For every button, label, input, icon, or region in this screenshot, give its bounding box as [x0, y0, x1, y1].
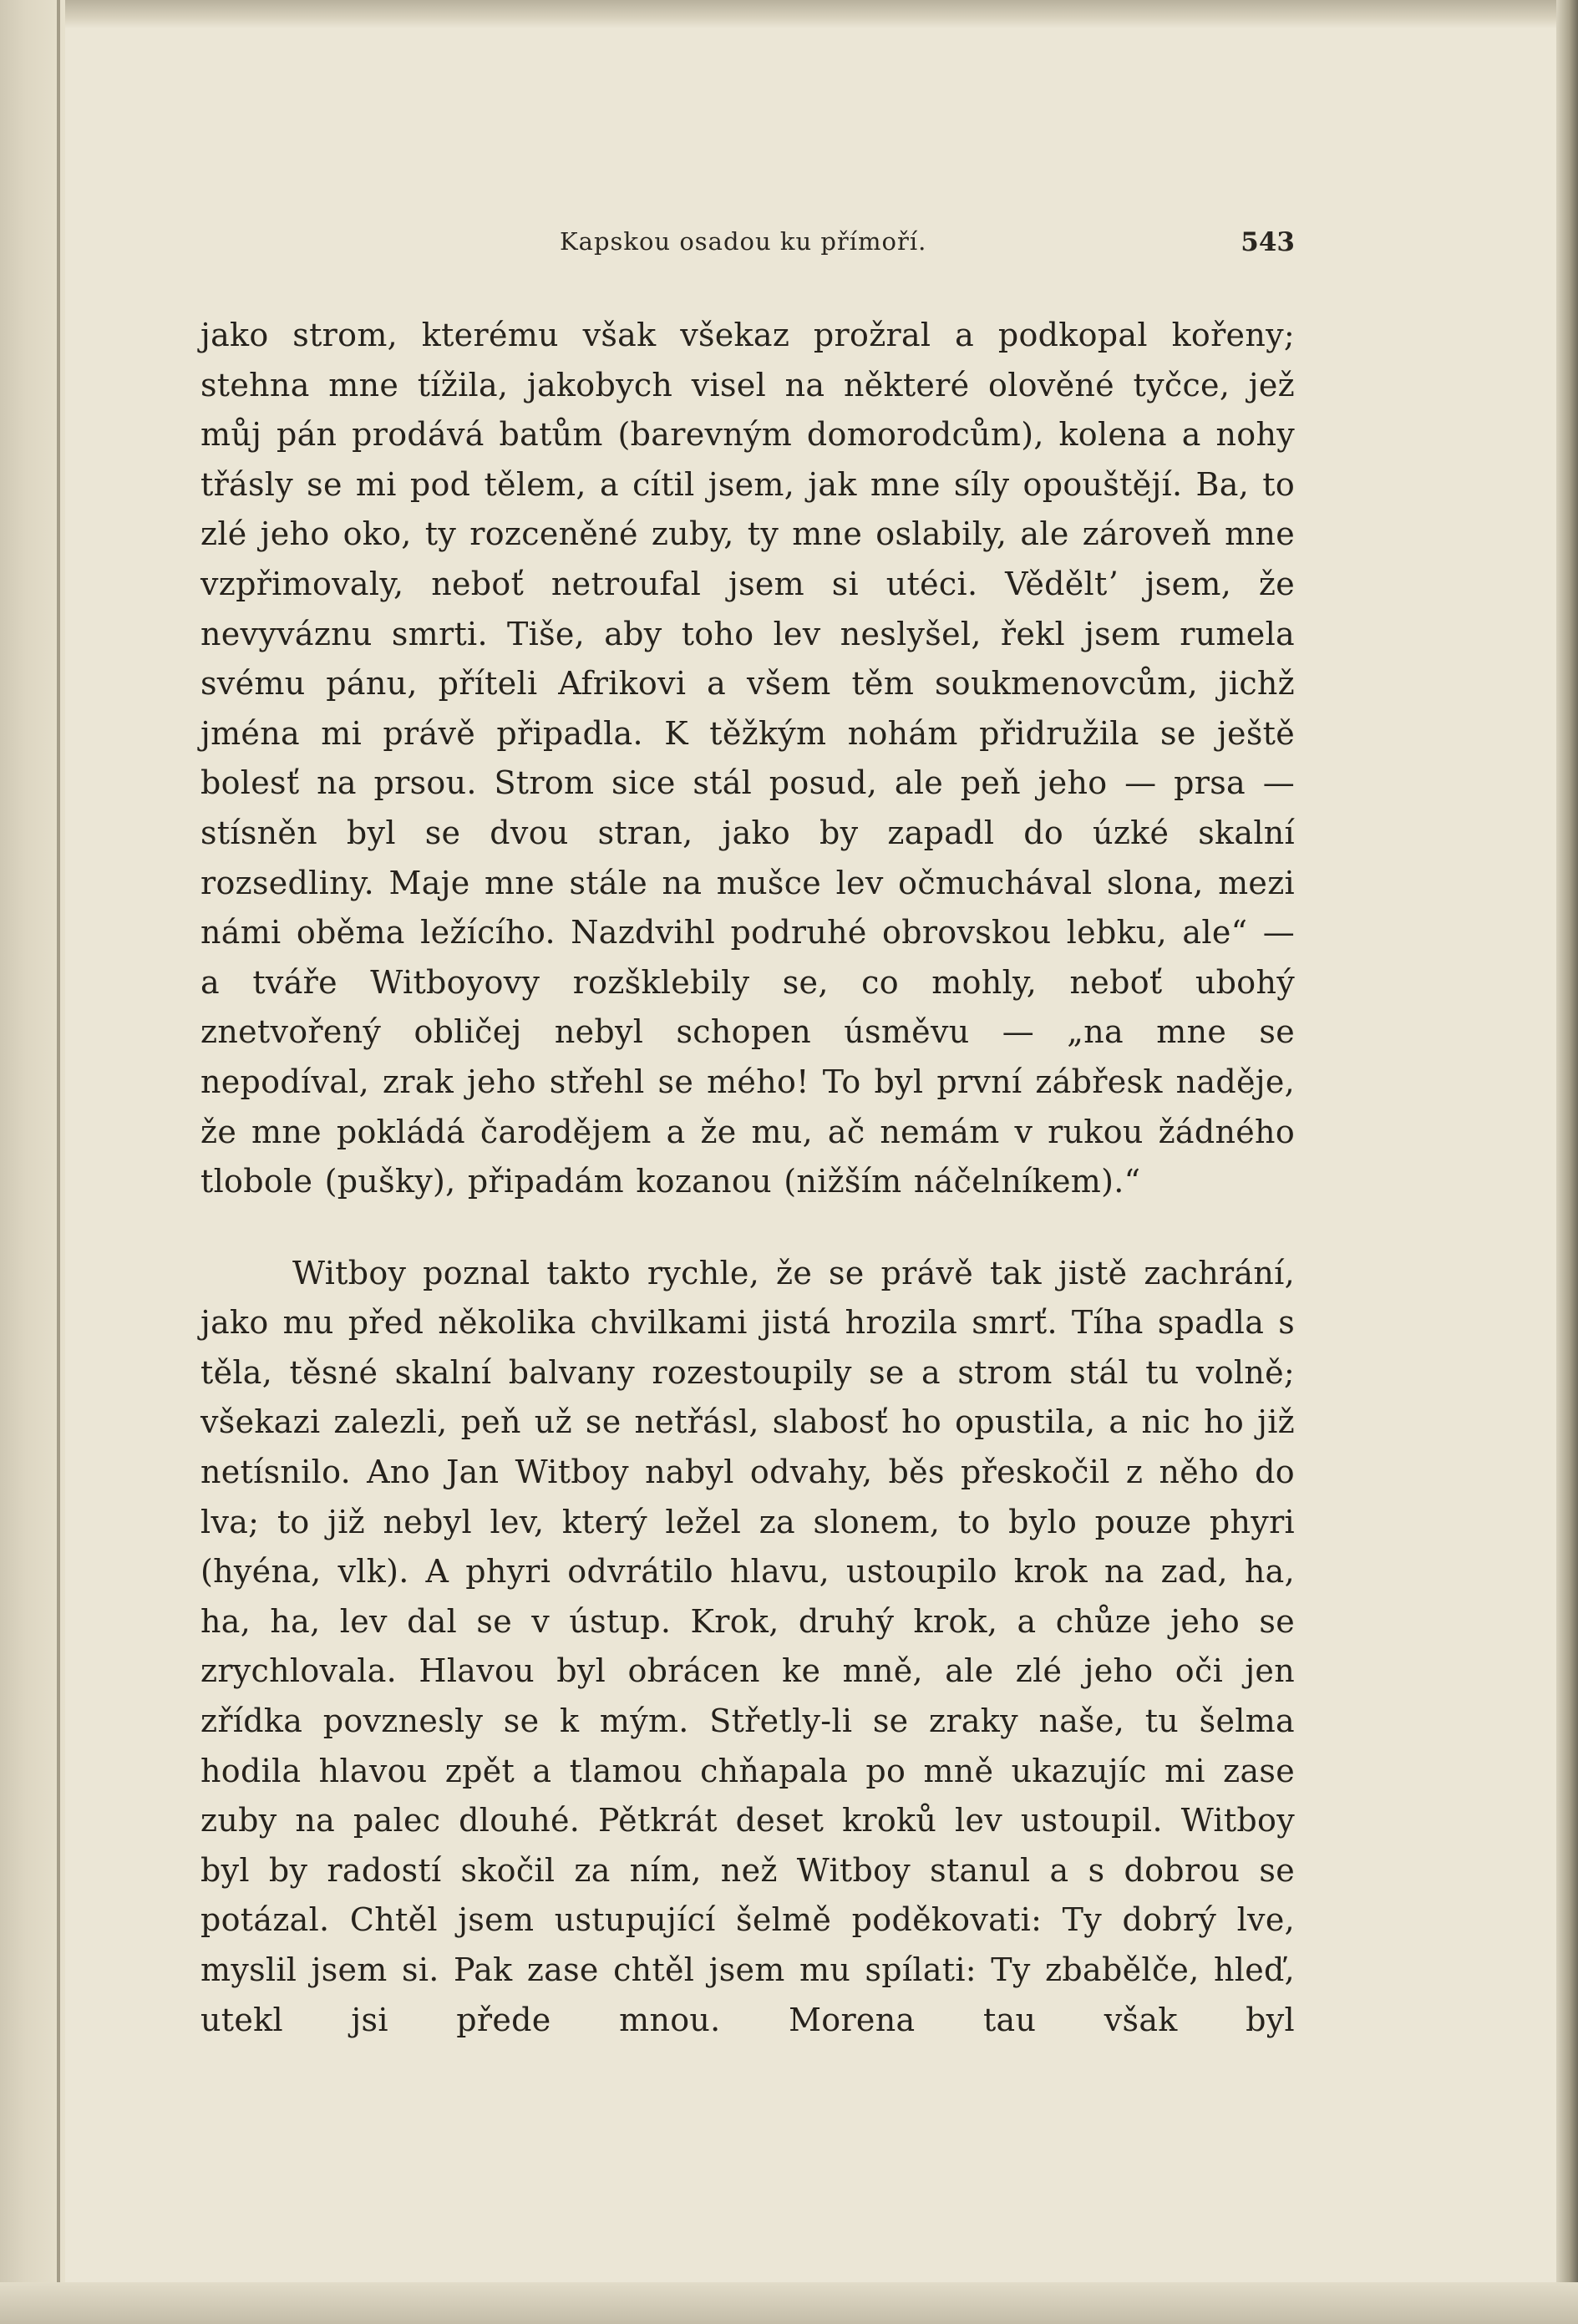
binding-fold-line	[57, 0, 60, 2324]
paragraph: Witboy poznal takto rychle, že se právě tak jistě zachrání, jako mu před několika chvilkami jistá hrozila smrť. Tíha spadla s těla, těsné skalní balvany rozestoupily se a strom stál tu volně; všekazi zalezli, peň už se netřásl, slabosť ho opustila, a nic ho již netísnilo. Ano Jan Witboy nabyl odvahy, běs přeskočil z něho do lva; to již nebyl lev, který ležel za slonem, to bylo pouze phyri (hyéna, vlk). A phyri odvrátilo hlavu, ustoupilo krok na zad, ha, ha, ha, lev dal se v ústup. Krok, druhý krok, a chůze jeho se zrychlovala. Hlavou byl obrácen ke mně, ale zlé jeho oči jen zřídka povznesly se k mým. Střetly-li se zraky naše, tu šelma hodila hlavou zpět a tlamou chňapala po mně ukazujíc mi zase zuby na palec dlouhé. Pětkrát deset kroků lev ustoupil. Witboy byl by radostí skočil za ním, než Witboy stanul a s dobrou se potázal. Chtěl jsem ustupující šelmě poděkovati: Ty dobrý lve, myslil jsem si. Pak zase chtěl jsem mu spílati: Ty zbabělče, hleď, utekl jsi přede mnou. Morena tau však byl	[200, 1254, 1295, 2038]
paragraph: jako strom, kterému však všekaz prožral a podkopal kořeny; stehna mne tížila, jakobych visel na některé olověné tyčce, jež můj pán prodává batům (barevným domorodcům), kolena a nohy třásly se mi pod tělem, a cítil jsem, jak mne síly opouštějí. Ba, to zlé jeho oko, ty rozceněné zuby, ty mne oslabily, ale zároveň mne vzpřimovaly, neboť netroufal jsem si utéci. Věděltʼ jsem, že nevyváznu smrti. Tiše, aby toho lev neslyšel, řekl jsem rumela svému pánu, příteli Afrikovi a všem těm soukmenovcům, jichž jména mi právě připadla. K těžkým nohám přidružila se ještě bolesť na prsou. Strom sice stál posud, ale peň jeho — prsa — stísněn byl se dvou stran, jako by zapadl do úzké skalní rozsedliny. Maje mne stále na mušce lev očmuchával slona, mezi námi oběma ležícího. Nazdvihl podruhé obrovskou lebku, ale“ — a tváře Witboyovy rozšklebily se, co mohly, neboť ubohý znetvořený obličej nebyl schopen úsměvu — „na mne se nepodíval, zrak jeho střehl se mého! To byl první zábřesk naděje, že mne pokládá čarodějem a že mu, ač nemám v rukou žádného tlobole (pušky), připadám kozanou (nižším náčelníkem).“	[200, 317, 1295, 1200]
page-right-edge	[1556, 0, 1578, 2324]
page-binding	[0, 0, 65, 2324]
page-top-edge	[0, 0, 1578, 28]
body-text	[200, 311, 1295, 2045]
running-head	[200, 227, 1295, 261]
running-head-title: Kapskou osadou ku přímoří.	[560, 227, 927, 256]
page-number: 543	[1241, 227, 1295, 257]
page-bottom-edge	[0, 2282, 1578, 2324]
